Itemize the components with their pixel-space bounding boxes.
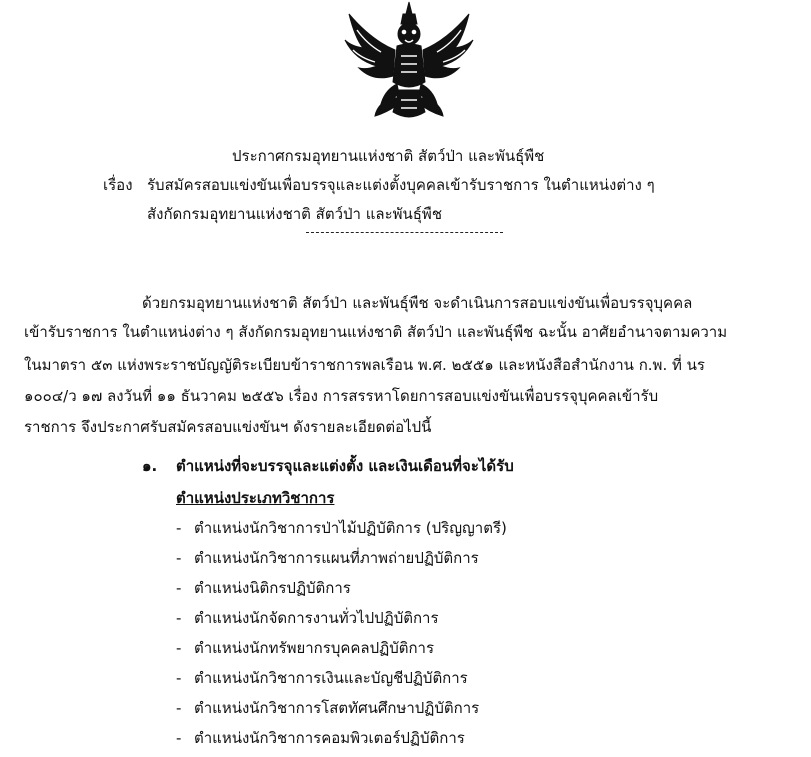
- paragraph-line: ๑๐๐๔/ว ๑๗ ลงวันที่ ๑๑ ธันวาคม ๒๕๕๖ เรื่อง การสรรหาโดยการสอบแข่งขันเพื่อบรรจุบุคคลเข้ารับ: [24, 387, 659, 405]
- list-item: [176, 697, 507, 727]
- position-name: ตำแหน่งนักวิชาการป่าไม้ปฏิบัติการ (ปริญญาตรี): [194, 519, 507, 537]
- bullet-dash: -: [176, 699, 182, 717]
- position-name: ตำแหน่งนักจัดการงานทั่วไปปฏิบัติการ: [194, 609, 439, 627]
- position-name: ตำแหน่งนักวิชาการแผนที่ภาพถ่ายปฏิบัติการ: [194, 549, 479, 567]
- position-name: ตำแหน่งนักทรัพยากรบุคคลปฏิบัติการ: [194, 639, 435, 657]
- paragraph-line: ราชการ จึงประกาศรับสมัครสอบแข่งขันฯ ดังรายละเอียดต่อไปนี้: [24, 418, 432, 436]
- position-category: ตำแหน่งประเภทวิชาการ: [176, 489, 335, 507]
- bullet-dash: -: [176, 549, 182, 567]
- section-title: ตำแหน่งที่จะบรรจุและแต่งตั้ง และเงินเดือนที่จะได้รับ: [176, 457, 514, 475]
- list-item: [176, 547, 507, 577]
- paragraph-line: ในมาตรา ๕๓ แห่งพระราชบัญญัติระเบียบข้าราชการพลเรือน พ.ศ. ๒๕๕๑ และหนังสือสำนักงาน ก.พ. ที่ นร: [24, 356, 705, 374]
- list-item: [176, 637, 507, 667]
- list-item: [176, 577, 507, 607]
- bullet-dash: -: [176, 729, 182, 747]
- section-number: ๑.: [142, 457, 158, 475]
- list-item: [176, 517, 507, 547]
- list-item: [176, 727, 507, 757]
- paragraph-line: เข้ารับราชการ ในตำแหน่งต่าง ๆ สังกัดกรมอุทยานแห่งชาติ สัตว์ป่า และพันธุ์พืช ฉะนั้น อาศัยอำนาจตามความ: [24, 323, 728, 341]
- bullet-dash: -: [176, 639, 182, 657]
- title-separator: [306, 232, 503, 233]
- list-item: [176, 667, 507, 697]
- subject-text-line2: สังกัดกรมอุทยานแห่งชาติ สัตว์ป่า และพันธุ์พืช: [147, 205, 442, 223]
- list-item: [176, 607, 507, 637]
- position-name: ตำแหน่งนักวิชาการคอมพิวเตอร์ปฏิบัติการ: [194, 729, 465, 747]
- section-1-heading: [142, 455, 514, 477]
- bullet-dash: -: [176, 579, 182, 597]
- position-list: [176, 517, 507, 757]
- bullet-dash: -: [176, 519, 182, 537]
- bullet-dash: -: [176, 669, 182, 687]
- position-name: ตำแหน่งนักวิชาการโสตทัศนศึกษาปฏิบัติการ: [194, 699, 480, 717]
- paragraph-line: ด้วยกรมอุทยานแห่งชาติ สัตว์ป่า และพันธุ์พืช จะดำเนินการสอบแข่งขันเพื่อบรรจุบุคคล: [142, 294, 693, 312]
- garuda-emblem: [341, 0, 477, 126]
- subject-label: เรื่อง: [103, 176, 133, 194]
- announcement-title: ประกาศกรมอุทยานแห่งชาติ สัตว์ป่า และพันธุ์พืช: [232, 147, 545, 165]
- position-name: ตำแหน่งนิติกรปฏิบัติการ: [194, 579, 351, 597]
- bullet-dash: -: [176, 609, 182, 627]
- subject-text: รับสมัครสอบแข่งขันเพื่อบรรจุและแต่งตั้งบุคคลเข้ารับราชการ ในตำแหน่งต่าง ๆ: [147, 176, 655, 194]
- position-name: ตำแหน่งนักวิชาการเงินและบัญชีปฏิบัติการ: [194, 669, 468, 687]
